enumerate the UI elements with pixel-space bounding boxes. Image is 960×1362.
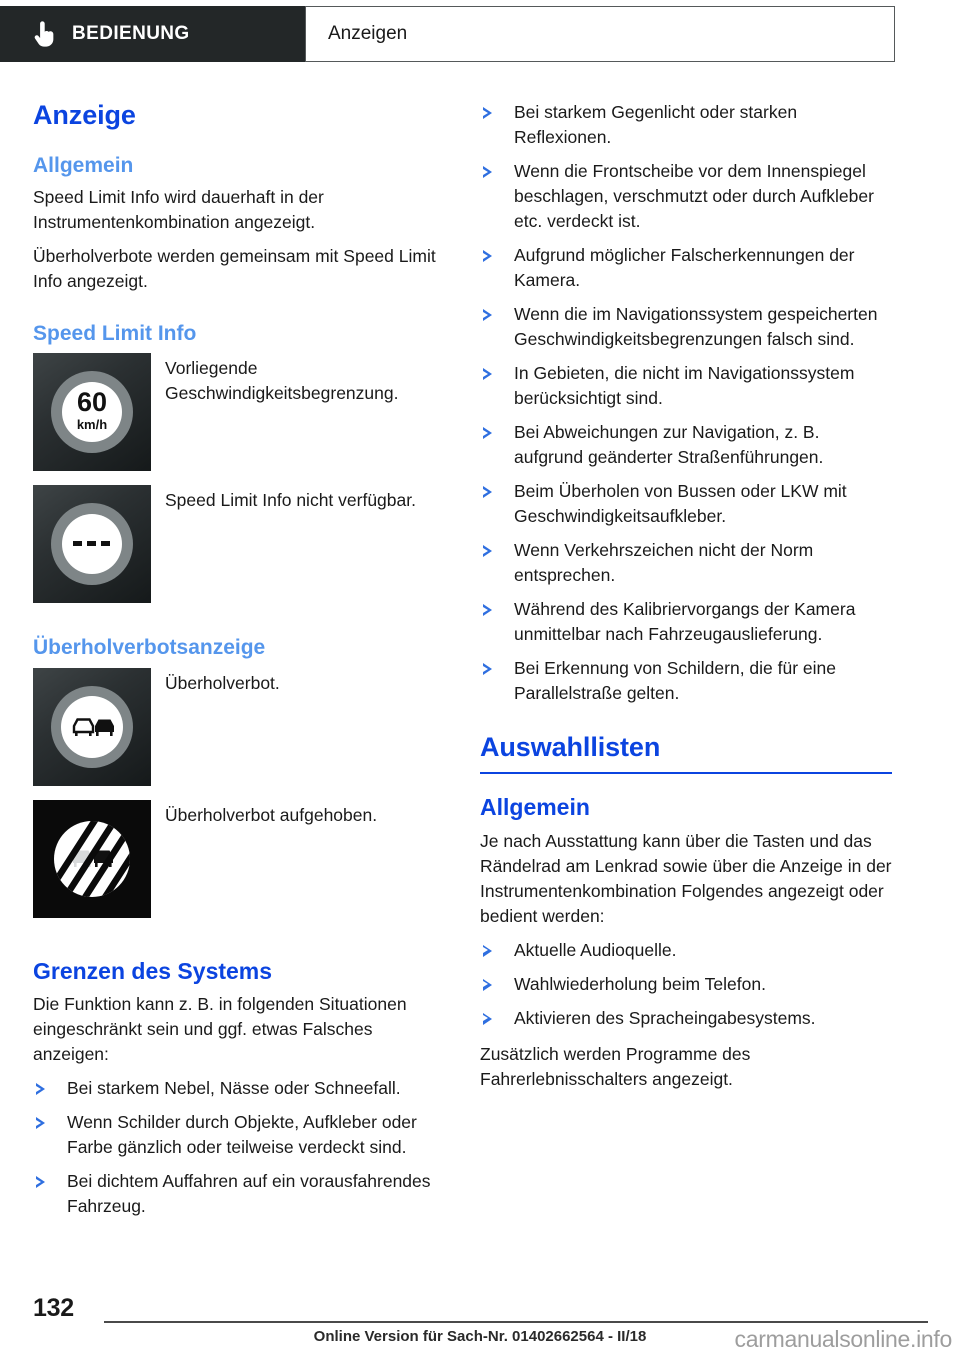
list-item-label: Bei dichtem Auffahren auf ein vorausfahrendes Fahrzeug. bbox=[67, 1171, 431, 1217]
chapter-label: BEDIENUNG bbox=[72, 23, 190, 44]
list-item bbox=[480, 972, 892, 997]
right-column bbox=[480, 100, 892, 1092]
list-item-label: Wenn Schilder durch Objekte, Aufkleber oder Farbe gänzlich oder teilweise verdeckt sind. bbox=[67, 1112, 417, 1158]
speed-limit-unavailable-dashes-icon bbox=[33, 485, 151, 603]
icon-caption: Speed Limit Info nicht verfügbar. bbox=[165, 490, 416, 511]
page-header bbox=[0, 0, 960, 68]
triangle-bullet-icon bbox=[483, 250, 492, 262]
list-item bbox=[480, 243, 892, 293]
chapter-banner bbox=[0, 6, 305, 62]
icon-caption-row bbox=[33, 668, 445, 786]
list-item bbox=[480, 361, 892, 411]
list-item bbox=[480, 100, 892, 150]
icon-caption: Überholverbot aufgehoben. bbox=[165, 804, 378, 825]
icon-caption: Überholverbot. bbox=[165, 672, 280, 693]
triangle-bullet-icon bbox=[483, 663, 492, 675]
left-column bbox=[33, 100, 445, 1219]
heading-speed-limit-info: Speed Limit Info bbox=[33, 322, 197, 346]
triangle-bullet-icon bbox=[483, 368, 492, 380]
watermark: carmanualsonline.info bbox=[734, 1326, 952, 1352]
end-of-no-overtaking-sign-icon bbox=[33, 800, 151, 918]
svg-text:60: 60 bbox=[76, 387, 108, 418]
icon-caption: Vorliegende Geschwindigkeitsbegrenzung. bbox=[165, 358, 399, 404]
tab-label: Anzeigen bbox=[328, 23, 408, 44]
list-item-label: In Gebieten, die nicht im Navigationssystem berücksichtigt sind. bbox=[514, 363, 855, 408]
list-item-label: Wenn die Frontscheibe vor dem Innenspiegel beschlagen, verschmutzt oder durch Aufkleber etc. verdeckt ist. bbox=[514, 161, 874, 231]
list-item bbox=[480, 656, 892, 706]
paragraph: Je nach Ausstattung kann über die Tasten und das Rändelrad am Lenkrad sowie über die Anzeige in der Instrumentenkombination Folgendes angezeigt oder bedient werden: bbox=[480, 830, 892, 926]
heading-allgemein: Allgemein bbox=[33, 154, 134, 178]
pointing-hand-icon bbox=[34, 21, 54, 47]
list-item-label: Bei starkem Gegenlicht oder starken Reflexionen. bbox=[514, 102, 798, 147]
paragraph: Die Funktion kann z. B. in folgenden Situationen eingeschränkt sein und ggf. etwas Falsches anzeigen: bbox=[33, 994, 407, 1065]
page-footer bbox=[0, 1282, 960, 1362]
paragraph: Überholverbote werden gemeinsam mit Speed Limit Info angezeigt. bbox=[33, 246, 436, 292]
list-item bbox=[480, 1006, 892, 1031]
list-item bbox=[33, 1076, 445, 1101]
list-item-label: Bei Abweichungen zur Navigation, z. B. aufgrund geänderter Straßenführungen. bbox=[514, 422, 824, 467]
list-item bbox=[33, 1110, 445, 1160]
triangle-bullet-icon bbox=[483, 107, 492, 119]
triangle-bullet-icon bbox=[483, 486, 492, 498]
triangle-bullet-icon bbox=[36, 1083, 45, 1095]
page-number: 132 bbox=[33, 1294, 74, 1322]
section-title-auswahllisten: Auswahllisten bbox=[480, 732, 892, 774]
list-item bbox=[480, 479, 892, 529]
icon-caption-row bbox=[33, 353, 445, 471]
triangle-bullet-icon bbox=[483, 545, 492, 557]
grenzen-bullet-list-continued bbox=[480, 100, 892, 706]
triangle-bullet-icon bbox=[483, 945, 492, 957]
icon-caption-row bbox=[33, 800, 445, 918]
tab-anzeigen[interactable] bbox=[305, 6, 895, 62]
page-title: Anzeige bbox=[33, 100, 136, 130]
auswahllisten-bullet-list bbox=[480, 938, 892, 1031]
heading-grenzen-des-systems: Grenzen des Systems bbox=[33, 957, 273, 984]
footer-divider bbox=[104, 1321, 928, 1323]
no-overtaking-sign-icon bbox=[33, 668, 151, 786]
triangle-bullet-icon bbox=[483, 604, 492, 616]
heading-ueberholverbotsanzeige: Überholverbotsanzeige bbox=[33, 636, 266, 660]
list-item bbox=[480, 938, 892, 963]
list-item-label: Wahlwiederholung beim Telefon. bbox=[514, 973, 766, 994]
list-item bbox=[480, 302, 892, 352]
speed-limit-60-sign-icon bbox=[33, 353, 151, 471]
list-item-label: Aktivieren des Spracheingabesystems. bbox=[514, 1007, 816, 1028]
list-item-label: Wenn die im Navigationssystem gespeicherten Geschwindigkeitsbegrenzungen falsch sind. bbox=[514, 304, 878, 349]
triangle-bullet-icon bbox=[483, 309, 492, 321]
triangle-bullet-icon bbox=[36, 1117, 45, 1129]
list-item-label: Bei starkem Nebel, Nässe oder Schneefall. bbox=[67, 1078, 401, 1099]
triangle-bullet-icon bbox=[483, 979, 492, 991]
icon-caption-row bbox=[33, 485, 445, 603]
heading-allgemein-auswahllisten: Allgemein bbox=[480, 794, 590, 821]
triangle-bullet-icon bbox=[483, 427, 492, 439]
list-item bbox=[480, 538, 892, 588]
list-item bbox=[33, 1169, 445, 1219]
list-item-label: Bei Erkennung von Schildern, die für eine Parallelstraße gelten. bbox=[514, 658, 837, 703]
triangle-bullet-icon bbox=[483, 166, 492, 178]
list-item-label: Wenn Verkehrszeichen nicht der Norm entsprechen. bbox=[514, 540, 814, 585]
list-item-label: Aufgrund möglicher Falscherkennungen der Kamera. bbox=[514, 245, 855, 290]
list-item-label: Beim Überholen von Bussen oder LKW mit Geschwindigkeitsaufkleber. bbox=[514, 481, 847, 526]
list-item-label: Aktuelle Audioquelle. bbox=[514, 939, 677, 960]
list-item bbox=[480, 420, 892, 470]
list-item bbox=[480, 159, 892, 234]
grenzen-bullet-list bbox=[33, 1076, 445, 1219]
paragraph: Zusätzlich werden Programme des Fahrerlebnisschalters angezeigt. bbox=[480, 1043, 751, 1089]
triangle-bullet-icon bbox=[36, 1176, 45, 1188]
list-item bbox=[480, 597, 892, 647]
list-item-label: Während des Kalibriervorgangs der Kamera unmittelbar nach Fahrzeugauslieferung. bbox=[514, 599, 856, 644]
footer-note: Online Version für Sach-Nr. 01402662564 - II/18 bbox=[313, 1328, 647, 1345]
svg-text:km/h: km/h bbox=[76, 417, 108, 433]
paragraph: Speed Limit Info wird dauerhaft in der Instrumentenkombination angezeigt. bbox=[33, 187, 324, 233]
triangle-bullet-icon bbox=[483, 1013, 492, 1025]
